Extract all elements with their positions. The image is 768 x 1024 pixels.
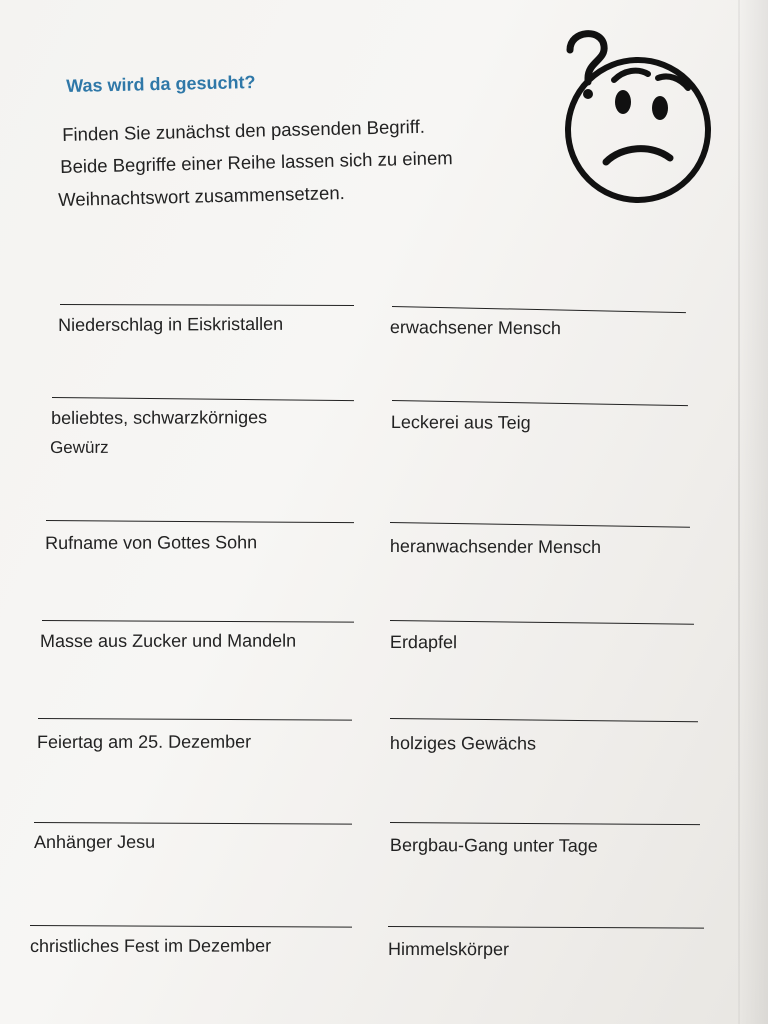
clue-row4-right: Erdapfel xyxy=(389,632,458,653)
answer-line-row3-left[interactable] xyxy=(46,520,354,523)
answer-line-row1-right[interactable] xyxy=(392,306,686,313)
clue-row5-right: holziges Gewächs xyxy=(389,733,537,754)
clue-row4-left: Masse aus Zucker und Mandeln xyxy=(40,630,297,651)
paper-shadow xyxy=(738,0,768,1024)
answer-line-row6-right[interactable] xyxy=(390,822,700,825)
clue-row1-right: erwachsener Mensch xyxy=(389,316,562,339)
instruction-line-1: Finden Sie zunächst den passenden Begriff. xyxy=(62,115,426,145)
confused-face-question-mark-icon xyxy=(548,26,728,206)
answer-line-row5-right[interactable] xyxy=(390,718,698,722)
answer-line-row1-left[interactable] xyxy=(60,304,354,306)
answer-line-row5-left[interactable] xyxy=(38,718,352,721)
clue-row2-right: Leckerei aus Teig xyxy=(390,411,531,433)
answer-line-row2-right[interactable] xyxy=(392,400,688,406)
answer-line-row2-left[interactable] xyxy=(52,397,354,401)
clue-row3-right: heranwachsender Mensch xyxy=(389,535,602,558)
answer-line-row4-right[interactable] xyxy=(390,620,694,625)
clue-row2-left-continued: Gewürz xyxy=(50,437,109,457)
clue-row3-left: Rufname von Gottes Sohn xyxy=(45,532,258,553)
answer-line-row3-right[interactable] xyxy=(390,522,690,528)
clue-row2-left: beliebtes, schwarzkörniges xyxy=(51,407,268,428)
answer-line-row7-right[interactable] xyxy=(388,926,704,929)
answer-line-row6-left[interactable] xyxy=(34,822,352,825)
answer-line-row4-left[interactable] xyxy=(42,620,354,623)
instruction-line-3: Weihnachtswort zusammensetzen. xyxy=(58,181,345,210)
clue-row7-left: christliches Fest im Dezember xyxy=(30,935,272,956)
clue-row6-right: Bergbau-Gang unter Tage xyxy=(389,835,598,856)
clue-row1-left: Niederschlag in Eiskristallen xyxy=(58,313,284,335)
instruction-line-2: Beide Begriffe einer Reihe lassen sich zu einem xyxy=(60,147,453,177)
answer-line-row7-left[interactable] xyxy=(30,925,352,928)
clue-row5-left: Feiertag am 25. Dezember xyxy=(37,731,252,752)
worksheet-title: Was wird da gesucht? xyxy=(66,72,256,96)
clue-row7-right: Himmelskörper xyxy=(387,939,510,960)
clue-row6-left: Anhänger Jesu xyxy=(34,831,156,852)
